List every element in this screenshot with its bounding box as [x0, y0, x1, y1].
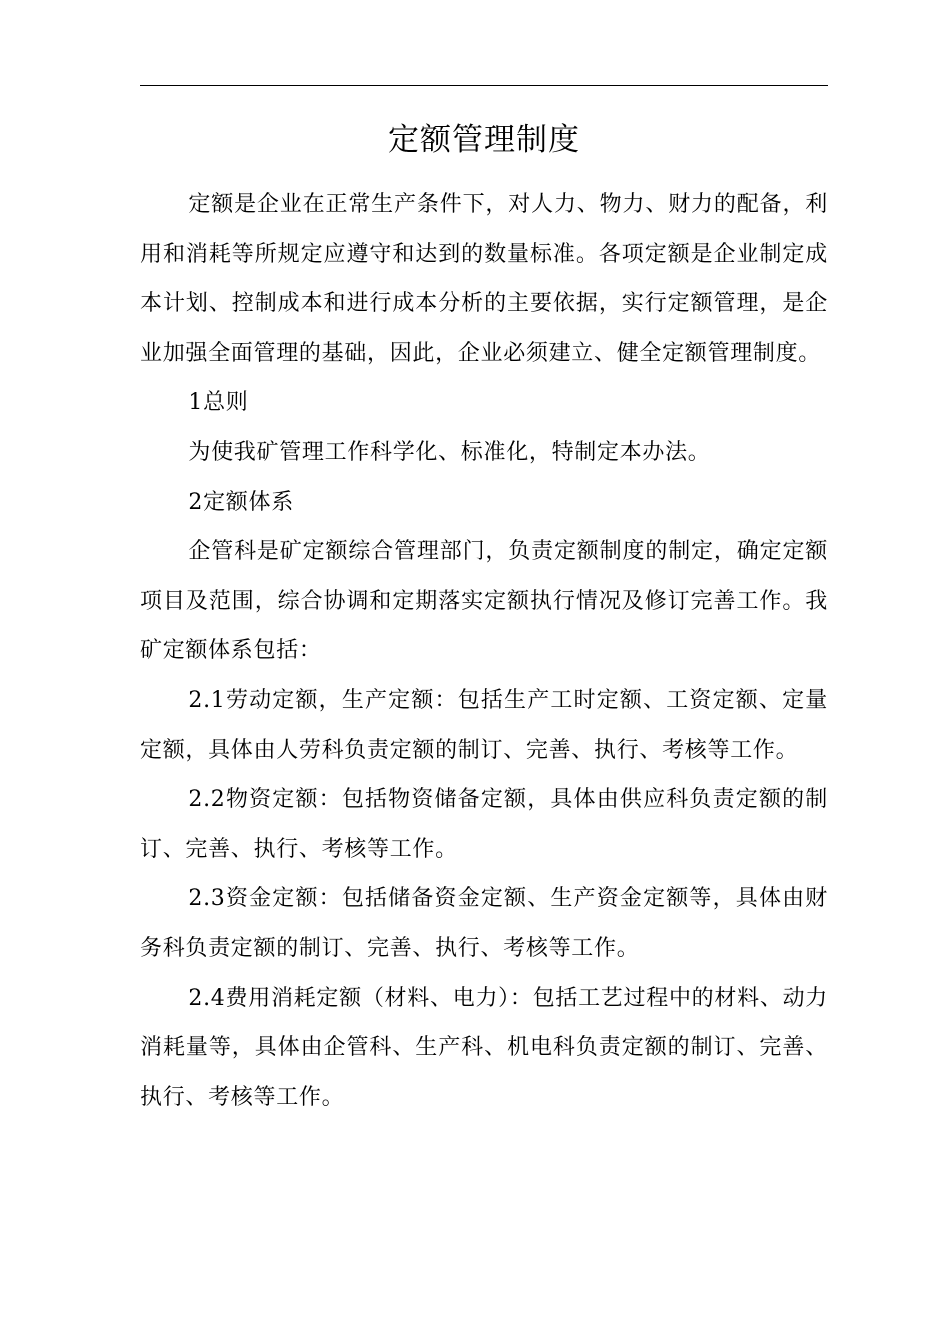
document-title: 定额管理制度 [388, 122, 580, 158]
section-heading-general: 1总则 [188, 390, 249, 416]
paragraph-material-quota: 2.2物资定额：包括物资储备定额，具体由供应科负责定额的制订、完善、执行、考核等工作。 [140, 787, 828, 862]
document-body [140, 180, 828, 1122]
paragraph-intro: 定额是企业在正常生产条件下，对人力、物力、财力的配备，利用和消耗等所规定应遵守和达到的数量标准。各项定额是企业制定成本计划、控制成本和进行成本分析的主要依据，实行定额管理，是企业加强全面管理的基础，因此，企业必须建立、健全定额管理制度。 [140, 192, 828, 366]
section-heading-quota-system: 2定额体系 [188, 489, 294, 515]
paragraph-general: 为使我矿管理工作科学化、标准化，特制定本办法。 [188, 439, 711, 465]
paragraph-labor-quota: 2.1劳动定额，生产定额：包括生产工时定额、工资定额、定量定额，具体由人劳科负责定额的制订、完善、执行、考核等工作。 [140, 687, 828, 763]
header-rule [140, 85, 828, 86]
paragraph-consumption-quota: 2.4费用消耗定额（材料、电力）：包括工艺过程中的材料、动力消耗量等，具体由企管科、生产科、机电科负责定额的制订、完善、执行、考核等工作。 [140, 985, 828, 1110]
paragraph-fund-quota: 2.3资金定额：包括储备资金定额、生产资金定额等，具体由财务科负责定额的制订、完善、执行、考核等工作。 [140, 886, 828, 961]
paragraph-quota-system: 企管科是矿定额综合管理部门，负责定额制度的制定，确定定额项目及范围，综合协调和定期落实定额执行情况及修订完善工作。我矿定额体系包括： [140, 539, 828, 664]
